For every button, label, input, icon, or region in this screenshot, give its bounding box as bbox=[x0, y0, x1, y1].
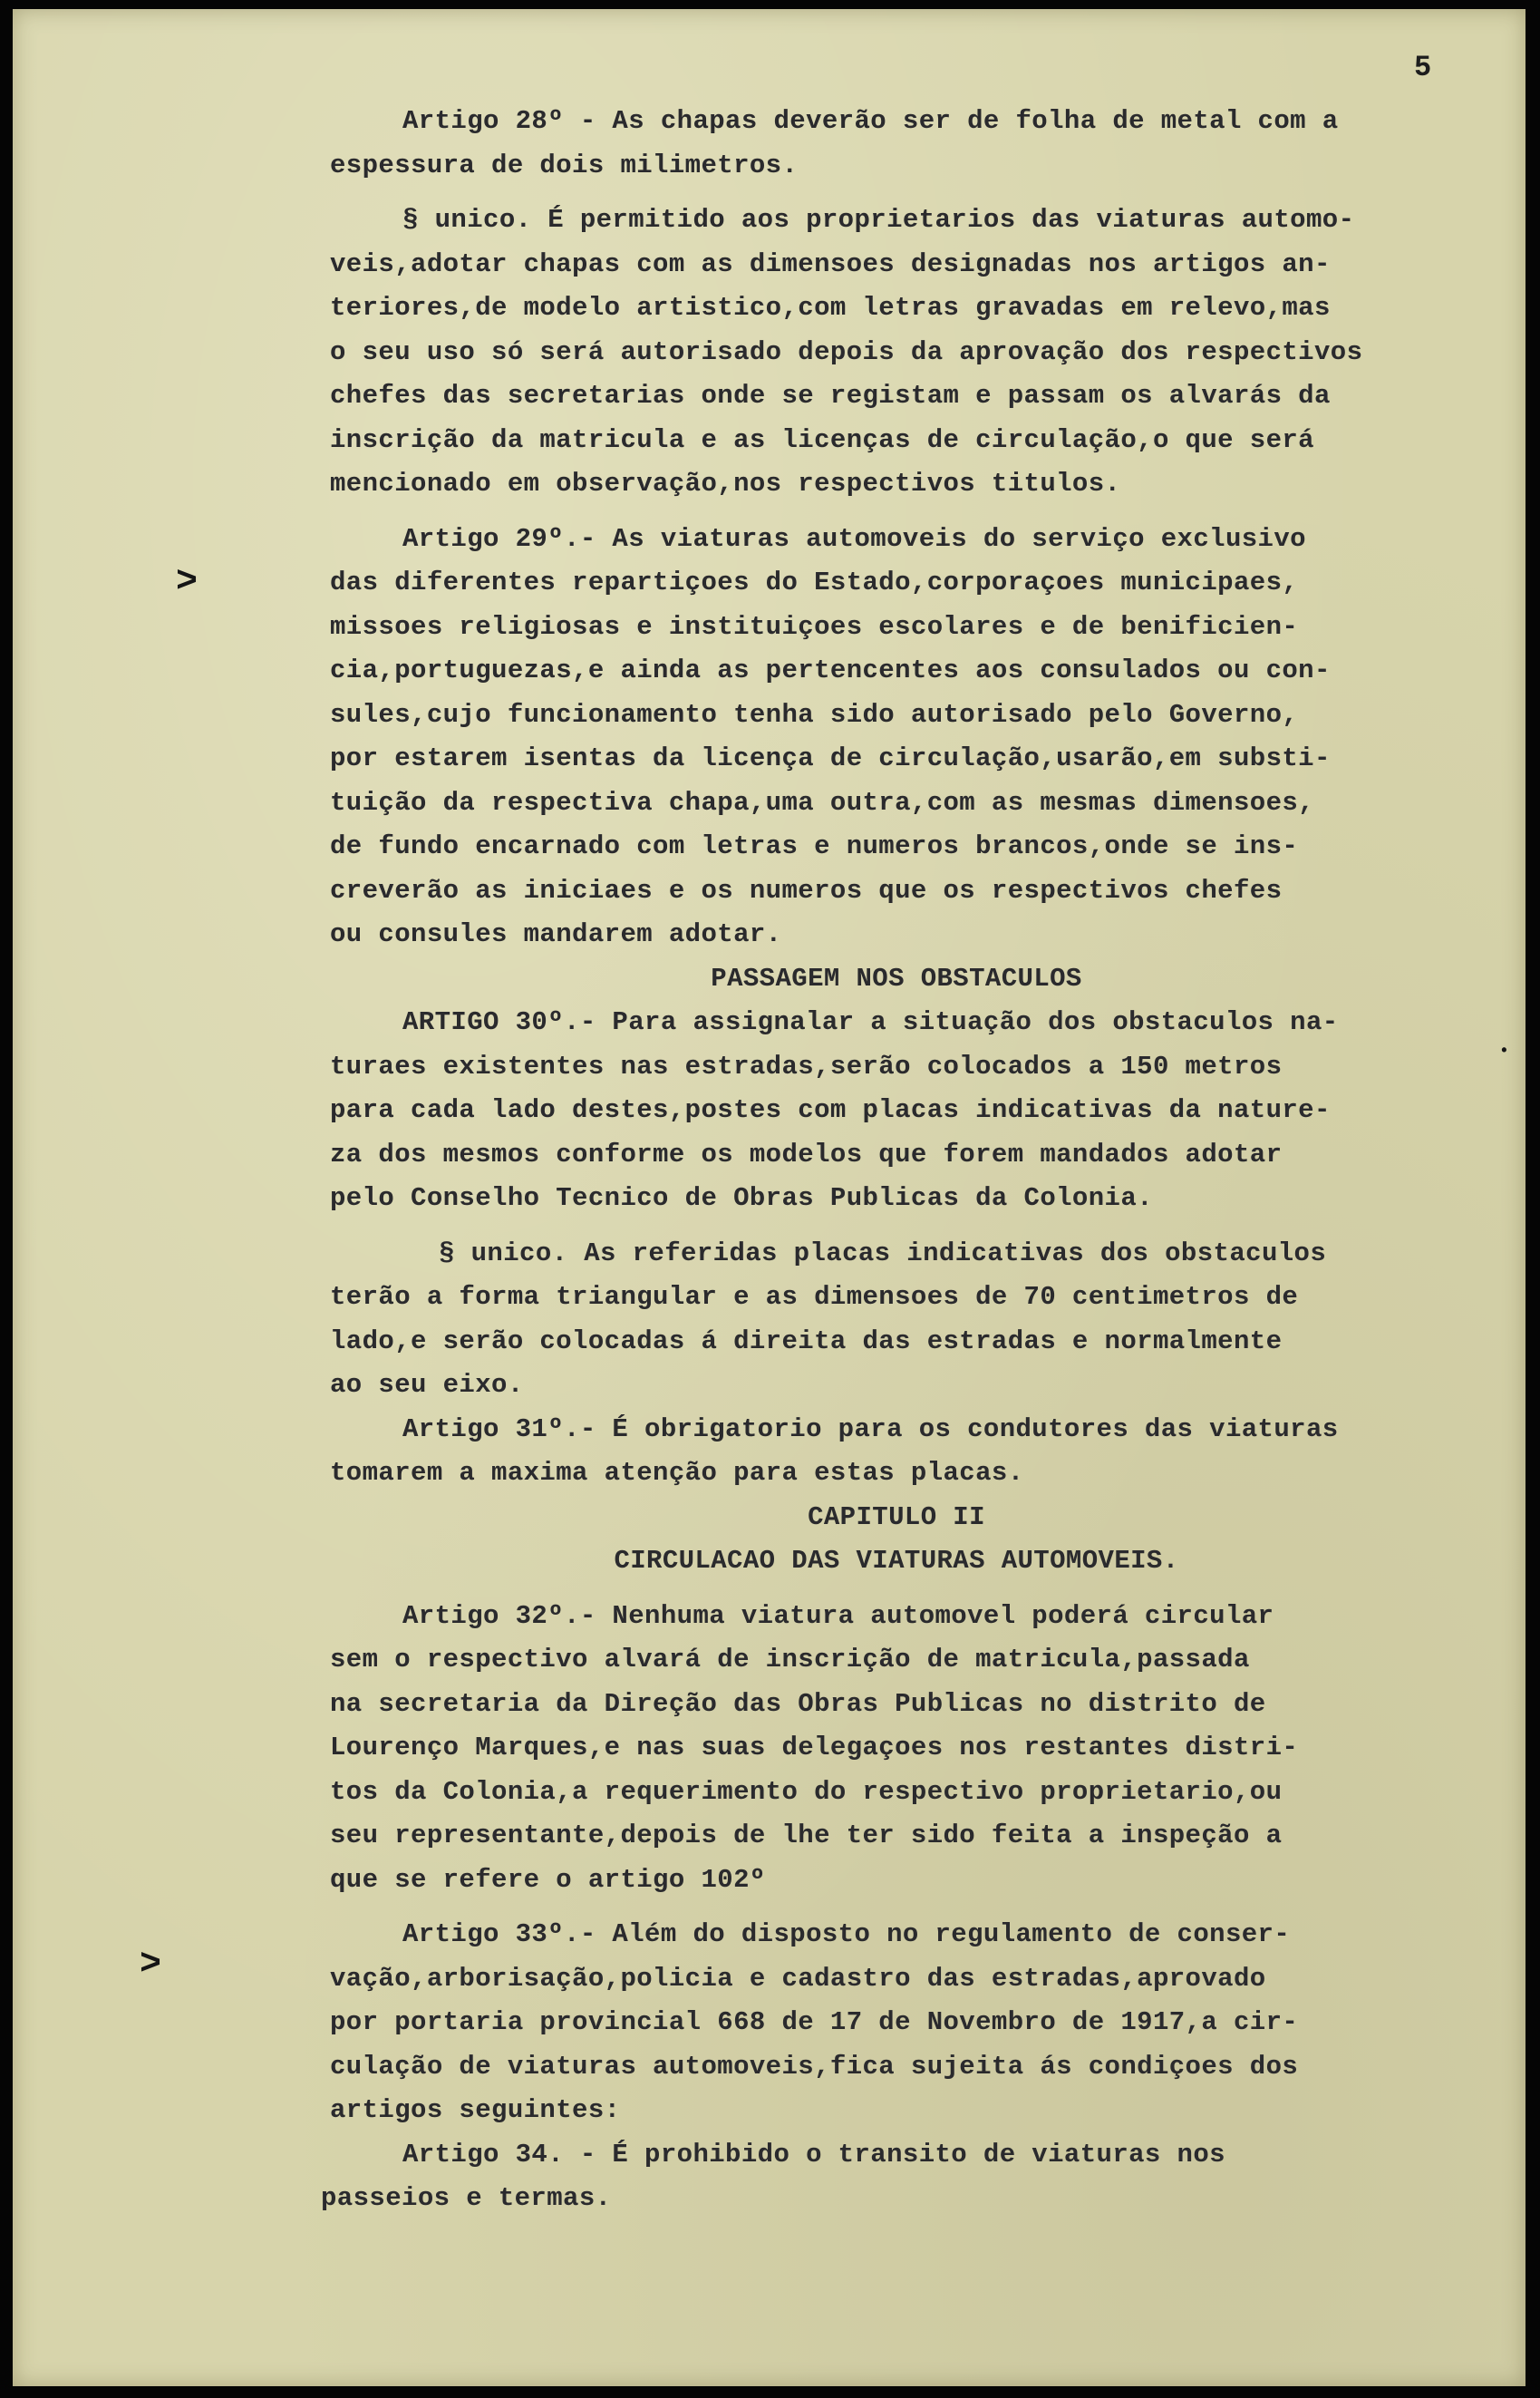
text-line: ARTIGO 30º.- Para assignalar a situação dos obstaculos na- bbox=[402, 1007, 1339, 1037]
text-line: creverão as iniciaes e os numeros que os respectivos chefes bbox=[330, 875, 1283, 906]
section-heading: CAPITULO II bbox=[808, 1501, 985, 1532]
text-line: vação,arborisação,policia e cadastro das estradas,aprovado bbox=[330, 1963, 1266, 1994]
text-line: sules,cujo funcionamento tenha sido autorisado pelo Governo, bbox=[330, 699, 1299, 730]
text-line: artigos seguintes: bbox=[330, 2095, 621, 2125]
text-line: sem o respectivo alvará de inscrição de matricula,passada bbox=[330, 1645, 1250, 1675]
typed-text-body bbox=[321, 100, 1463, 2221]
text-line: Artigo 33º.- Além do disposto no regulamento de conser- bbox=[402, 1919, 1291, 1949]
text-line: culação de viaturas automoveis,fica sujeita ás condiçoes dos bbox=[330, 2051, 1299, 2082]
text-line: chefes das secretarias onde se registam e passam os alvarás da bbox=[330, 381, 1331, 411]
text-line: na secretaria da Direção das Obras Publicas no distrito de bbox=[330, 1688, 1266, 1719]
text-line: Artigo 31º.- É obrigatorio para os condutores das viaturas bbox=[402, 1413, 1339, 1444]
text-line: terão a forma triangular e as dimensoes de 70 centimetros de bbox=[330, 1282, 1299, 1312]
text-line: za dos mesmos conforme os modelos que forem mandados adotar bbox=[330, 1139, 1283, 1170]
text-line: seu representante,depois de lhe ter sido feita a inspeção a bbox=[330, 1820, 1283, 1850]
paragraph-gap bbox=[330, 1221, 1463, 1232]
text-line: ao seu eixo. bbox=[330, 1370, 524, 1400]
text-line: pelo Conselho Tecnico de Obras Publicas da Colonia. bbox=[330, 1183, 1153, 1213]
text-line: Artigo 28º - As chapas deverão ser de folha de metal com a bbox=[402, 106, 1339, 136]
text-line: veis,adotar chapas com as dimensoes designadas nos artigos an- bbox=[330, 248, 1331, 279]
text-line: das diferentes repartiçoes do Estado,corporaçoes municipaes, bbox=[330, 568, 1299, 597]
text-line: para cada lado destes,postes com placas indicativas da nature- bbox=[330, 1095, 1331, 1125]
text-line: Artigo 32º.- Nenhuma viatura automovel poderá circular bbox=[402, 1600, 1274, 1631]
text-line: teriores,de modelo artistico,com letras gravadas em relevo,mas bbox=[330, 293, 1331, 323]
text-line: por portaria provincial 668 de 17 de Novembro de 1917,a cir- bbox=[330, 2007, 1299, 2037]
text-line: Lourenço Marques,e nas suas delegaçoes nos restantes distri- bbox=[330, 1733, 1299, 1762]
text-line: missoes religiosas e instituiçoes escolares e de benificien- bbox=[330, 611, 1299, 642]
text-line: de fundo encarnado com letras e numeros brancos,onde se ins- bbox=[330, 831, 1299, 861]
text-line: tomarem a maxima atenção para estas placas. bbox=[330, 1458, 1024, 1488]
text-line: lado,e serão colocadas á direita das estradas e normalmente bbox=[330, 1325, 1283, 1356]
text-line: espessura de dois milimetros. bbox=[330, 150, 799, 180]
page-number: 5 bbox=[1414, 51, 1432, 84]
paragraph-gap bbox=[330, 188, 1463, 199]
text-line: § unico. As referidas placas indicativas dos obstaculos bbox=[439, 1238, 1327, 1268]
text-line: tos da Colonia,a requerimento do respectivo proprietario,ou bbox=[330, 1776, 1283, 1807]
text-line: cia,portuguezas,e ainda as pertencentes aos consulados ou con- bbox=[330, 655, 1331, 685]
text-line: inscrição da matricula e as licenças de circulação,o que será bbox=[330, 424, 1314, 455]
text-line: o seu uso só será autorisado depois da aprovação dos respectivos bbox=[330, 336, 1363, 367]
document-page bbox=[13, 9, 1525, 2386]
paragraph-gap bbox=[330, 1584, 1463, 1595]
text-line: mencionado em observação,nos respectivos titulos. bbox=[330, 469, 1121, 499]
text-line: tuição da respectiva chapa,uma outra,com as mesmas dimensoes, bbox=[330, 787, 1314, 818]
text-line: Artigo 29º.- As viaturas automoveis do serviço exclusivo bbox=[402, 523, 1306, 554]
text-line: que se refere o artigo 102º bbox=[330, 1864, 766, 1895]
pin-hole-mark: • bbox=[1499, 1043, 1509, 1061]
section-heading: CIRCULACAO DAS VIATURAS AUTOMOVEIS. bbox=[614, 1546, 1179, 1576]
pin-hole-mark: ˃ bbox=[176, 562, 199, 603]
text-line: por estarem isentas da licença de circulação,usarão,em substi- bbox=[330, 743, 1331, 773]
text-line: passeios e termas. bbox=[321, 2183, 612, 2213]
text-line: turaes existentes nas estradas,serão colocados a 150 metros bbox=[330, 1051, 1283, 1082]
text-line: § unico. É permitido aos proprietarios das viaturas automo- bbox=[402, 205, 1355, 235]
section-heading: PASSAGEM NOS OBSTACULOS bbox=[711, 963, 1082, 994]
text-line: ou consules mandarem adotar. bbox=[330, 919, 782, 949]
paragraph-gap bbox=[330, 1902, 1463, 1913]
text-line: Artigo 34. - É prohibido o transito de viaturas nos bbox=[402, 2139, 1225, 2170]
pin-hole-mark: ˃ bbox=[140, 1945, 162, 1985]
paragraph-gap bbox=[330, 507, 1463, 518]
